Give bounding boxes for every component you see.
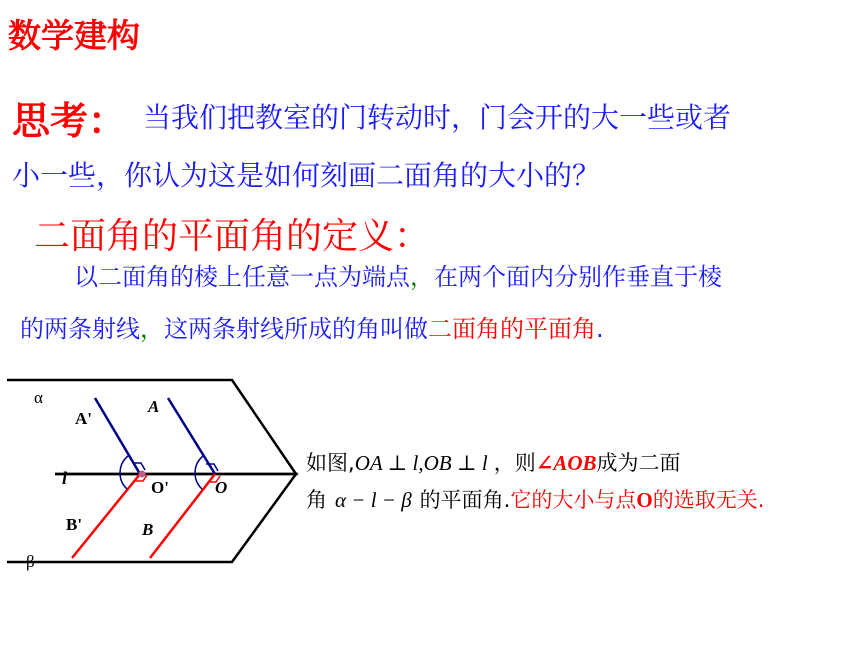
caption-math-perpendicular: OA ⊥ l,OB ⊥ l [354, 451, 488, 475]
caption-math-dihedral: α − l − β [335, 488, 412, 512]
caption-note: 它的大小与点 [510, 488, 637, 512]
definition-comma: ， [410, 263, 434, 291]
think-label: 思考： [12, 99, 127, 143]
think-text-line-1: 当我们把教室的门转动时，门会开的大一些或者 [143, 101, 732, 134]
caption-text: ，则 [493, 451, 536, 475]
definition-line-1 [74, 257, 722, 292]
label-a: A [148, 397, 160, 416]
caption-text: 成为二面 [596, 451, 681, 475]
think-text-line-2: 小一些，你认为这是如何刻画二面角的大小的？ [12, 159, 601, 192]
definition-text: 在两个面内分别作垂直于棱 [434, 263, 722, 291]
definition-text: 的两条射线 [20, 315, 140, 343]
definition-text: 以二面角的棱上任意一点为端点 [74, 263, 410, 291]
angle-arc-o [195, 456, 203, 489]
definition-text: 这两条射线所成的角叫做 [164, 315, 428, 343]
label-b-prime: B' [66, 515, 83, 534]
dihedral-angle-figure [0, 372, 300, 572]
caption-note-o: O [636, 488, 653, 512]
caption-line-2 [306, 484, 764, 514]
plane-alpha [7, 380, 296, 474]
slide-title: 数学建构 [8, 16, 140, 55]
point-o-prime [139, 471, 146, 478]
definition-term: 二面角的平面角 [428, 315, 596, 343]
label-alpha: α [34, 388, 43, 407]
label-edge-l: l [62, 468, 68, 488]
caption-text: 角 [306, 488, 327, 512]
ray-o-a [168, 398, 215, 474]
ray-o-prime-b-prime [72, 474, 140, 558]
definition-heading: 二面角的平面角的定义： [34, 216, 431, 257]
angle-arc-o-prime [120, 456, 128, 489]
definition-comma: ， [140, 315, 164, 343]
caption-note: 的选取无关. [652, 488, 765, 512]
label-b: B [142, 520, 154, 539]
caption-text: 的平面角. [419, 488, 511, 512]
label-o-prime: O' [151, 478, 169, 497]
caption-text: 如图, [306, 451, 355, 475]
label-beta: β [26, 552, 35, 571]
label-a-prime: A' [75, 409, 92, 428]
caption-angle-aob: ∠AOB [535, 451, 597, 475]
definition-period: . [596, 315, 604, 343]
caption-line-1 [306, 447, 681, 477]
label-o: O [215, 478, 228, 497]
definition-line-2 [20, 309, 604, 344]
